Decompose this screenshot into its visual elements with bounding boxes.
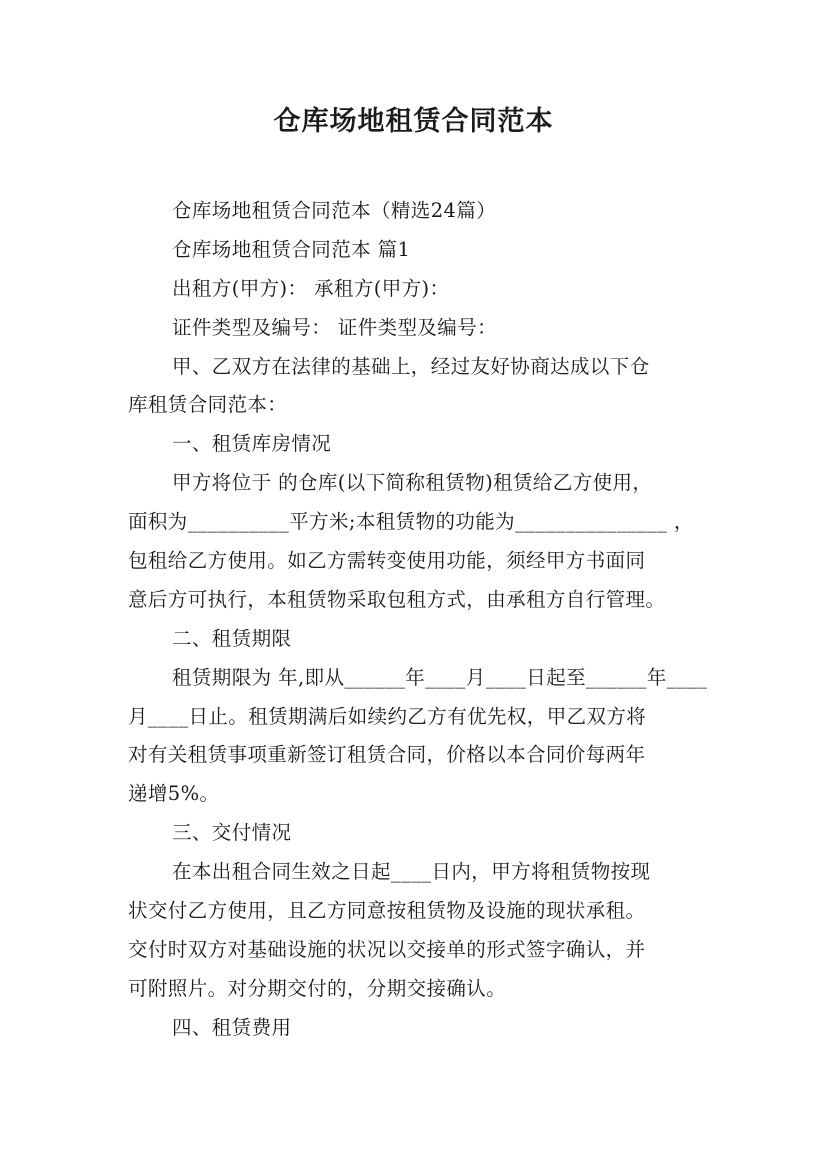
paragraph-line: 四、租赁费用 [172, 1015, 292, 1039]
paragraph-line: 包租给乙方使用。如乙方需转变使用功能，须经甲方书面同 [128, 549, 646, 573]
document-title: 仓库场地租赁合同范本 [273, 106, 554, 137]
paragraph-line: 意后方可执行，本租赁物采取包租方式，由承租方自行管理。 [128, 587, 666, 611]
paragraph-line: 甲、乙双方在法律的基础上，经过友好协商达成以下仓 [172, 354, 650, 378]
paragraph-line: 二、租赁期限 [172, 626, 292, 650]
paragraph-line: 库租赁合同范本： [128, 393, 288, 417]
paragraph-line: 三、交付情况 [172, 821, 292, 845]
document-body [128, 192, 706, 1048]
paragraph-line: 仓库场地租赁合同范本 篇1 [172, 237, 411, 261]
paragraph-line: 对有关租赁事项重新签订租赁合同，价格以本合同价每两年 [128, 743, 646, 767]
paragraph-line: 状交付乙方使用，且乙方同意按租赁物及设施的现状承租。 [128, 899, 646, 923]
paragraph-line: 仓库场地租赁合同范本（精选24篇） [172, 199, 497, 222]
paragraph-line: 可附照片。对分期交付的，分期交接确认。 [128, 976, 507, 1000]
paragraph-line: 月____日止。租赁期满后如续约乙方有优先权，甲乙双方将 [128, 704, 647, 728]
paragraph-line: 递增5%。 [128, 782, 220, 806]
paragraph-line: 面积为__________平方米;本租赁物的功能为_______________ ， [128, 510, 694, 534]
paragraph-line: 一、租赁库房情况 [172, 432, 332, 456]
paragraph-line: 出租方(甲方)： 承租方(甲方)： [172, 276, 450, 300]
paragraph-line: 证件类型及编号： 证件类型及编号： [172, 315, 497, 339]
paragraph-line: 交付时双方对基础设施的状况以交接单的形式签字确认，并 [128, 937, 646, 961]
paragraph-line: 甲方将位于 的仓库(以下简称租赁物)租赁给乙方使用， [172, 471, 653, 495]
paragraph-line: 租赁期限为 年,即从______年____月____日起至______年____ [172, 665, 708, 689]
paragraph-line: 在本出租合同生效之日起____日内，甲方将租赁物按现 [172, 860, 651, 884]
